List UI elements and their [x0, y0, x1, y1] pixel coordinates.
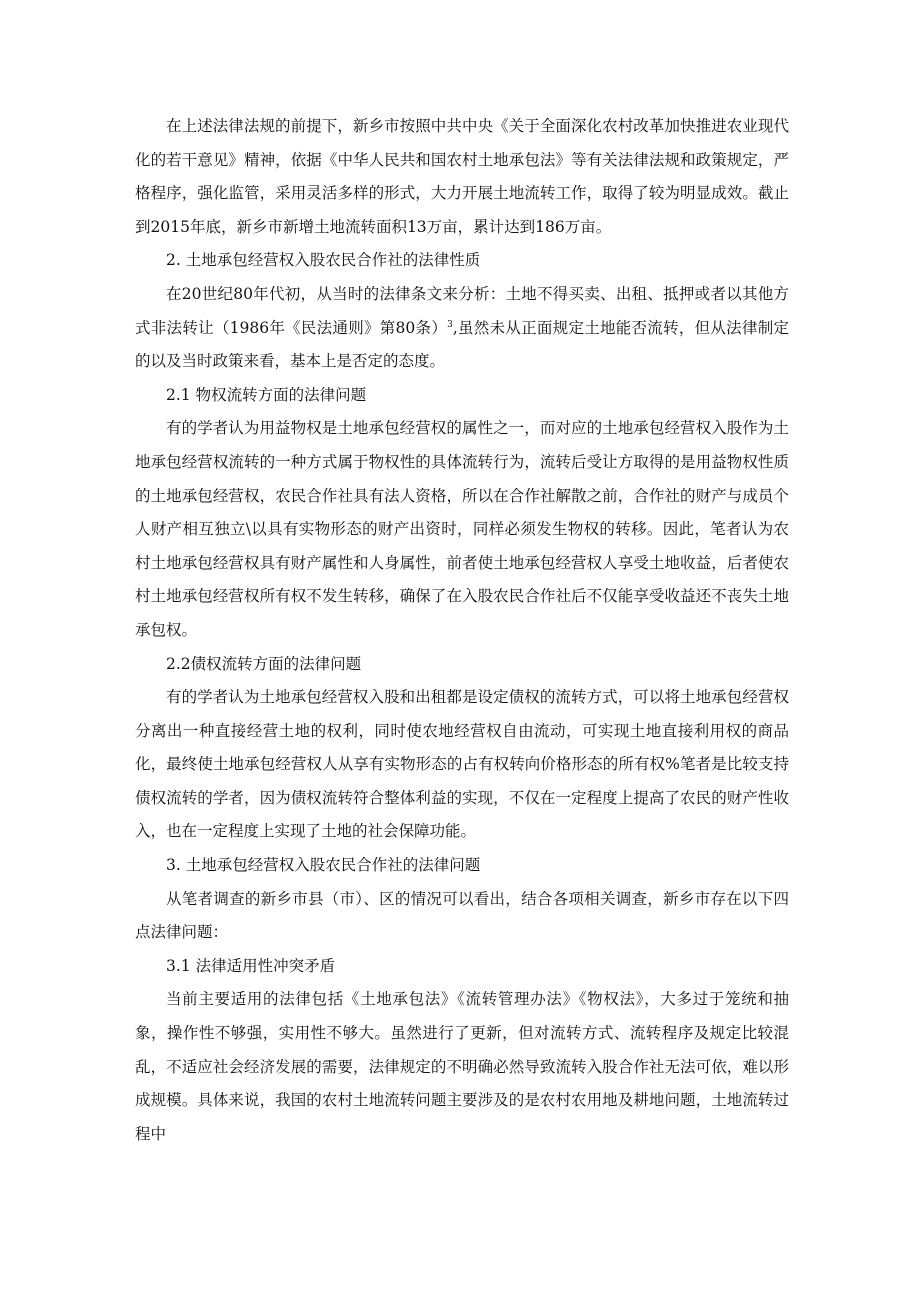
- heading-3-legal-issues: 3. 土地承包经营权入股农民合作社的法律问题: [166, 856, 481, 875]
- paragraph-applicable-laws: 当前主要适用的法律包括《土地承包法》《流转管理办法》《物权法》，大多过于笼统和抽象，操作性不够强，实用性不够大。虽然进行了更新，但对流转方式、流转程序及规定比较混乱，不适应社会经济发展的需要，法律规定的不明确必然导致流转入股合作社无法可依，难以形成规模。具体来说，我国的农村土地流转问题主要涉及的是农村农用地及耕地问题，土地流转过程中: [135, 990, 789, 1143]
- heading-2-1-property-rights: 2.1 物权流转方面的法律问题: [166, 385, 367, 404]
- paragraph-property-rights: 有的学者认为用益物权是土地承包经营权的属性之一，而对应的土地承包经营权入股作为土地承包经营权流转的一种方式属于物权性的具体流转行为，流转后受让方取得的是用益物权性质的土地承包经营权，农民合作社具有法人资格，所以在合作社解散之前，合作社的财产与成员个人财产相互独立\以具有实物形态的财产出资时，同样必须发生物权的转移。因此，笔者认为农村土地承包经营权具有财产属性和人身属性，前者使土地承包经营权人享受土地收益，后者使农村土地承包经营权所有权不发生转移，确保了在入股农民合作社后不仅能享受收益还不丧失土地承包权。: [135, 419, 789, 639]
- paragraph-survey: 从笔者调查的新乡市县（市）、区的情况可以看出，结合各项相关调查，新乡市存在以下四点法律问题：: [135, 889, 789, 942]
- paragraph-1980s-law-part-b: ,虽然未从正面规定土地能否流转，但从法律制定的以及当时政策来看，基本上是否定的态度。: [135, 318, 789, 371]
- paragraph-1980s-law: [135, 278, 789, 379]
- heading-3-1-applicability-conflict: 3.1 法律适用性冲突矛盾: [166, 956, 336, 975]
- heading-2-2-creditor-rights: 2.2债权流转方面的法律问题: [166, 654, 362, 673]
- document-body: [135, 110, 789, 1151]
- paragraph-creditor-rights: 有的学者认为土地承包经营权入股和出租都是设定债权的流转方式，可以将土地承包经营权分离出一种直接经营土地的权利，同时使农地经营权自由流动，可实现土地直接利用权的商品化，最终使土地承包经营权人从享有实物形态的占有权转向价格形态的所有权%笔者是比较支持债权流转的学者，因为债权流转符合整体利益的实现，不仅在一定程度上提高了农民的财产性收入，也在一定程度上实现了土地的社会保障功能。: [135, 688, 789, 841]
- paragraph-1980s-law-part-a: 在20世纪80年代初，从当时的法律条文来分析：土地不得买卖、出租、抵押或者以其他方式非法转让（1986年《民法通则》第80条）: [135, 284, 789, 337]
- heading-2-legal-nature: 2. 土地承包经营权入股农民合作社的法律性质: [166, 251, 481, 270]
- footnote-ref-3: 3: [447, 319, 453, 330]
- paragraph-land-transfer-overview: 在上述法律法规的前提下，新乡市按照中共中央《关于全面深化农村改革加快推进农业现代化的若干意见》精神，依据《中华人民共和国农村土地承包法》等有关法律法规和政策规定，严格程序，强化监管，采用灵活多样的形式，大力开展土地流转工作，取得了较为明显成效。截止到2015年底，新乡市新增土地流转面积13万亩，累计达到186万亩。: [135, 117, 789, 236]
